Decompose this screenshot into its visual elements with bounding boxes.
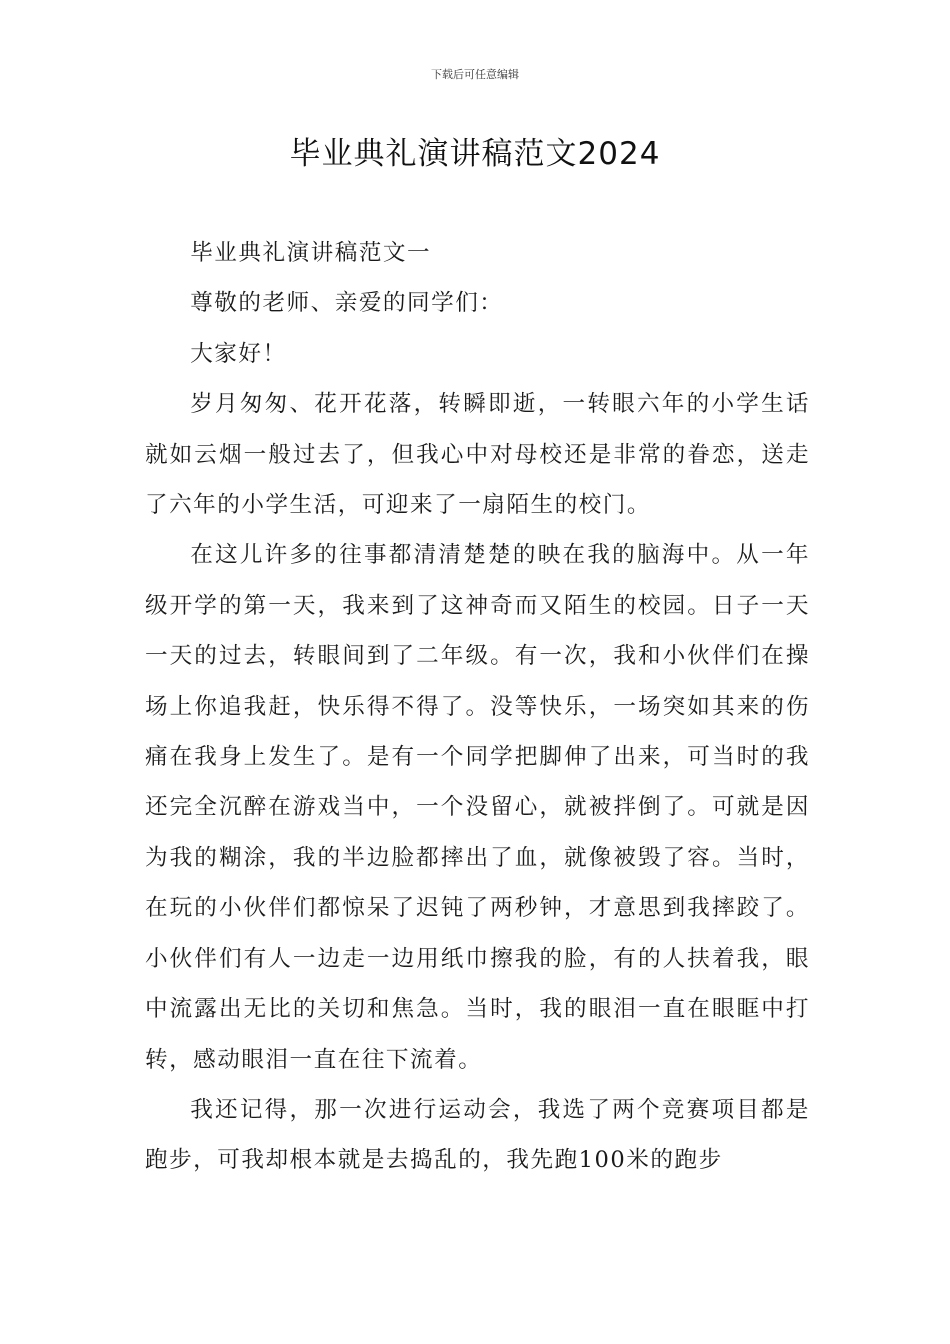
body-paragraph: 毕业典礼演讲稿范文一 <box>190 240 432 266</box>
document-title: 毕业典礼演讲稿范文2024 <box>289 136 661 172</box>
body-paragraph: 我还记得，那一次进行运动会，我选了两个竞赛项目都是跑步，可我却根本就是去捣乱的，我先跑100米的跑步 <box>145 1096 810 1174</box>
document-body <box>145 228 810 1186</box>
body-paragraph: 在这儿许多的往事都清清楚楚的映在我的脑海中。从一年级开学的第一天，我来到了这神奇而又陌生的校园。日子一天一天的过去，转眼间到了二年级。有一次，我和小伙伴们在操场上你追我赶，快乐得不得了。没等快乐，一场突如其来的伤痛在我身上发生了。是有一个同学把脚伸了出来，可当时的我还完全沉醉在游戏当中，一个没留心，就被拌倒了。可就是因为我的糊涂，我的半边脸都摔出了血，就像被毁了容。当时，在玩的小伙伴们都惊呆了迟钝了两秒钟，才意思到我摔跤了。小伙伴们有人一边走一边用纸巾擦我的脸，有的人扶着我，眼中流露出无比的关切和焦急。当时，我的眼泪一直在眼眶中打转，感动眼泪一直在往下流着。 <box>145 542 810 1073</box>
body-paragraph: 大家好！ <box>190 340 287 367</box>
body-paragraph: 尊敬的老师、亲爱的同学们： <box>190 290 504 317</box>
body-paragraph: 岁月匆匆、花开花落，转瞬即逝，一转眼六年的小学生话就如云烟一般过去了，但我心中对母校还是非常的眷恋，送走了六年的小学生活，可迎来了一扇陌生的校门。 <box>145 391 810 519</box>
header-note: 下载后可任意编辑 <box>431 68 519 81</box>
